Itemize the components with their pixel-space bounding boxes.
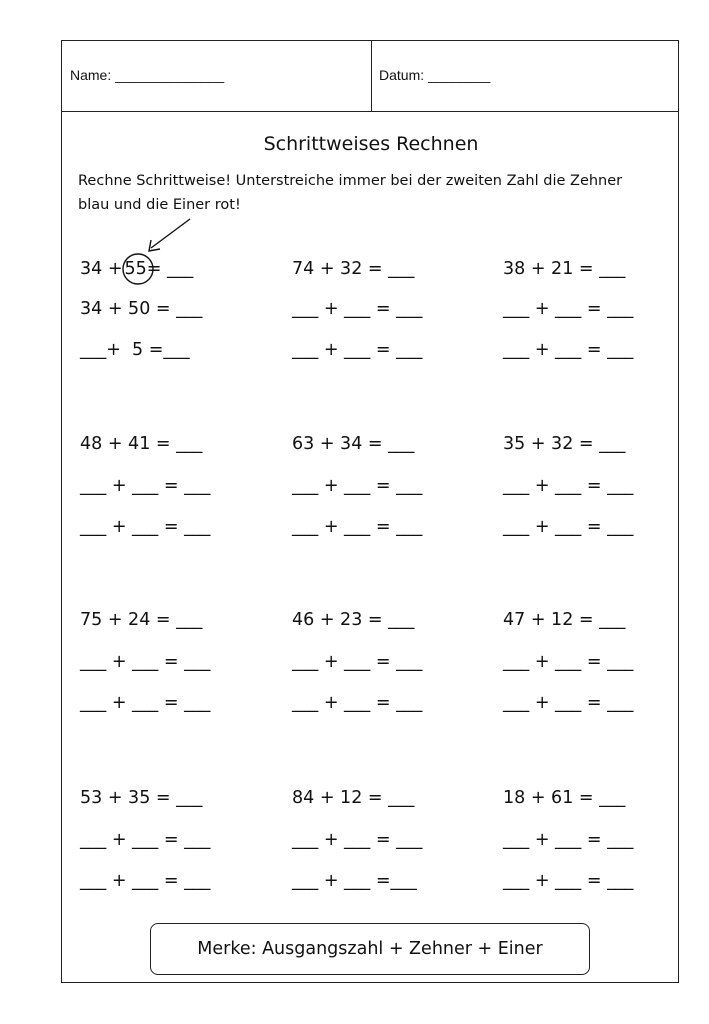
task-step-2: ___ + ___ = ___ (292, 340, 423, 360)
example-rest: = ___ (146, 259, 194, 279)
task-step-2: ___ + ___ = ___ (292, 517, 423, 537)
task-problem: 47 + 12 = ___ (503, 610, 626, 630)
task-step-1: ___ + ___ = ___ (503, 830, 634, 850)
task-step-2: ___ + ___ =___ (292, 871, 417, 891)
task-step-2: ___ + ___ = ___ (80, 871, 211, 891)
task-problem: 74 + 32 = ___ (292, 259, 415, 279)
reminder-box: Merke: Ausgangszahl + Zehner + Einer (150, 923, 590, 975)
instructions: Rechne Schrittweise! Unterstreiche immer bei der zweiten Zahl die Zehner blau und die Einer rot! (78, 173, 623, 213)
task-step-1: ___ + ___ = ___ (292, 299, 423, 319)
worksheet (61, 40, 679, 983)
task-step-1: ___ + ___ = ___ (292, 830, 423, 850)
task-step-2: ___ + ___ = ___ (80, 693, 211, 713)
task-problem: 46 + 23 = ___ (292, 610, 415, 630)
task-step-1: ___ + ___ = ___ (503, 476, 634, 496)
task-problem: 18 + 61 = ___ (503, 788, 626, 808)
task-step-2: ___ + ___ = ___ (503, 517, 634, 537)
task-step-1: ___ + ___ = ___ (503, 299, 634, 319)
example-step-1: 34 + 50 = ___ (80, 299, 203, 319)
task-problem: 75 + 24 = ___ (80, 610, 203, 630)
task-step-1: ___ + ___ = ___ (80, 476, 211, 496)
example-first-number: 34 + (80, 259, 123, 279)
task-problem: 38 + 21 = ___ (503, 259, 626, 279)
header-row (62, 41, 678, 112)
task-step-1: ___ + ___ = ___ (292, 476, 423, 496)
task-problem: 63 + 34 = ___ (292, 434, 415, 454)
task-step-2: ___ + ___ = ___ (292, 693, 423, 713)
task-step-1: ___ + ___ = ___ (80, 830, 211, 850)
task-step-2: ___ + ___ = ___ (503, 340, 634, 360)
task-step-2: ___ + ___ = ___ (80, 517, 211, 537)
task-problem: 84 + 12 = ___ (292, 788, 415, 808)
task-problem: 48 + 41 = ___ (80, 434, 203, 454)
task-problem: 35 + 32 = ___ (503, 434, 626, 454)
task-step-1: ___ + ___ = ___ (503, 652, 634, 672)
task-step-1: ___ + ___ = ___ (292, 652, 423, 672)
example-step-2: ___+ 5 =___ (80, 340, 190, 360)
task-step-2: ___ + ___ = ___ (503, 871, 634, 891)
task-step-1: ___ + ___ = ___ (80, 652, 211, 672)
name-field: Name: ______________ (70, 67, 225, 83)
example-circled-number: 55 (124, 259, 147, 279)
example-problem (80, 258, 193, 280)
header-divider (371, 41, 372, 111)
task-problem: 53 + 35 = ___ (80, 788, 203, 808)
page-title: Schrittweises Rechnen (263, 133, 479, 155)
task-step-2: ___ + ___ = ___ (503, 693, 634, 713)
date-field: Datum: ________ (379, 67, 491, 83)
